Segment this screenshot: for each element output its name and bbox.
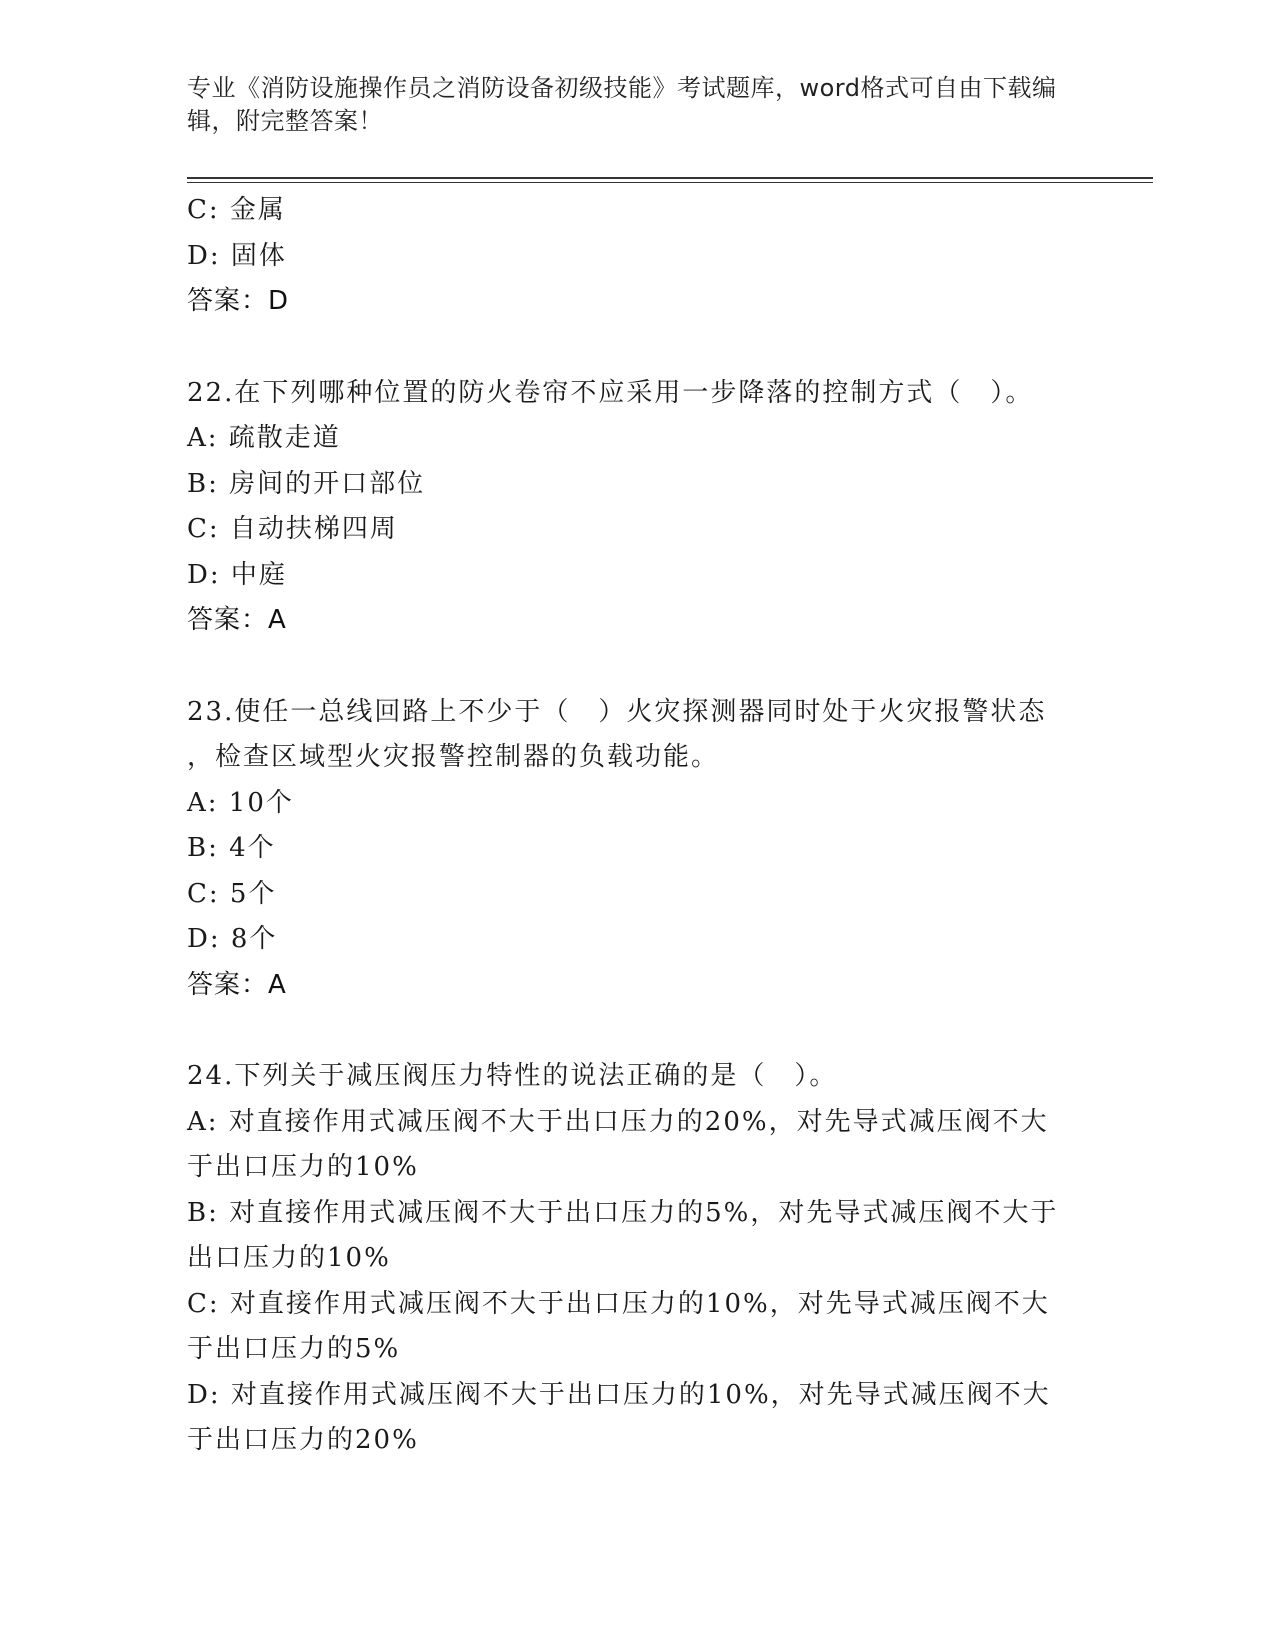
option-b-line-2: 出口压力的10% <box>187 1243 391 1273</box>
option-b-line-1: B: 对直接作用式减压阀不大于出口压力的5%，对先导式减压阀不大于 <box>187 1197 1059 1228</box>
header-divider-thin <box>187 182 1153 183</box>
option-c-line-1: C: 对直接作用式减压阀不大于出口压力的10%，对先导式减压阀不大 <box>187 1288 1050 1319</box>
spacer <box>187 644 1087 690</box>
option-a-line-2: 于出口压力的10% <box>187 1152 419 1182</box>
answer-label: 答案：D <box>187 286 290 316</box>
question-21-tail <box>187 188 1087 325</box>
option-d-line-2: 于出口压力的20% <box>187 1425 419 1455</box>
header-line-1: 专业《消防设施操作员之消防设备初级技能》考试题库，word格式可自由下载编 <box>187 74 1057 102</box>
option-d-line-1: D: 对直接作用式减压阀不大于出口压力的10%，对先导式减压阀不大 <box>187 1379 1051 1410</box>
option-c-line-2: 于出口压力的5% <box>187 1334 401 1364</box>
question-stem: 22.在下列哪种位置的防火卷帘不应采用一步降落的控制方式（ ）。 <box>187 377 1034 408</box>
option-b: B: 4个 <box>187 833 276 863</box>
option-b: B: 房间的开口部位 <box>187 468 426 499</box>
question-stem-line-2: ，检查区域型火灾报警控制器的负载功能。 <box>187 742 720 772</box>
option-d: D: 固体 <box>187 240 287 271</box>
option-a-line-1: A: 对直接作用式减压阀不大于出口压力的20%，对先导式减压阀不大 <box>187 1106 1049 1137</box>
answer-label: 答案：A <box>187 605 287 635</box>
question-stem-line-1: 23.使任一总线回路上不少于（ ）火灾探测器同时处于火灾报警状态 <box>187 696 1047 727</box>
question-23 <box>187 690 1087 1009</box>
answer-label: 答案：A <box>187 969 287 1000</box>
header-line-2: 辑，附完整答案！ <box>187 107 383 135</box>
option-c: C: 金属 <box>187 195 286 225</box>
option-a: A: 疏散走道 <box>187 423 341 453</box>
question-content <box>187 188 1087 1464</box>
option-d: D: 8个 <box>187 924 278 954</box>
question-22 <box>187 371 1087 644</box>
option-a: A: 10个 <box>187 787 294 818</box>
header-divider-thick <box>187 177 1153 179</box>
option-d: D: 中庭 <box>187 559 287 590</box>
spacer <box>187 1008 1087 1054</box>
option-c: C: 5个 <box>187 878 277 909</box>
question-24 <box>187 1054 1087 1464</box>
spacer <box>187 325 1087 371</box>
document-header <box>187 72 1077 138</box>
question-stem: 24.下列关于减压阀压力特性的说法正确的是（ ）。 <box>187 1061 838 1091</box>
option-c: C: 自动扶梯四周 <box>187 514 398 544</box>
